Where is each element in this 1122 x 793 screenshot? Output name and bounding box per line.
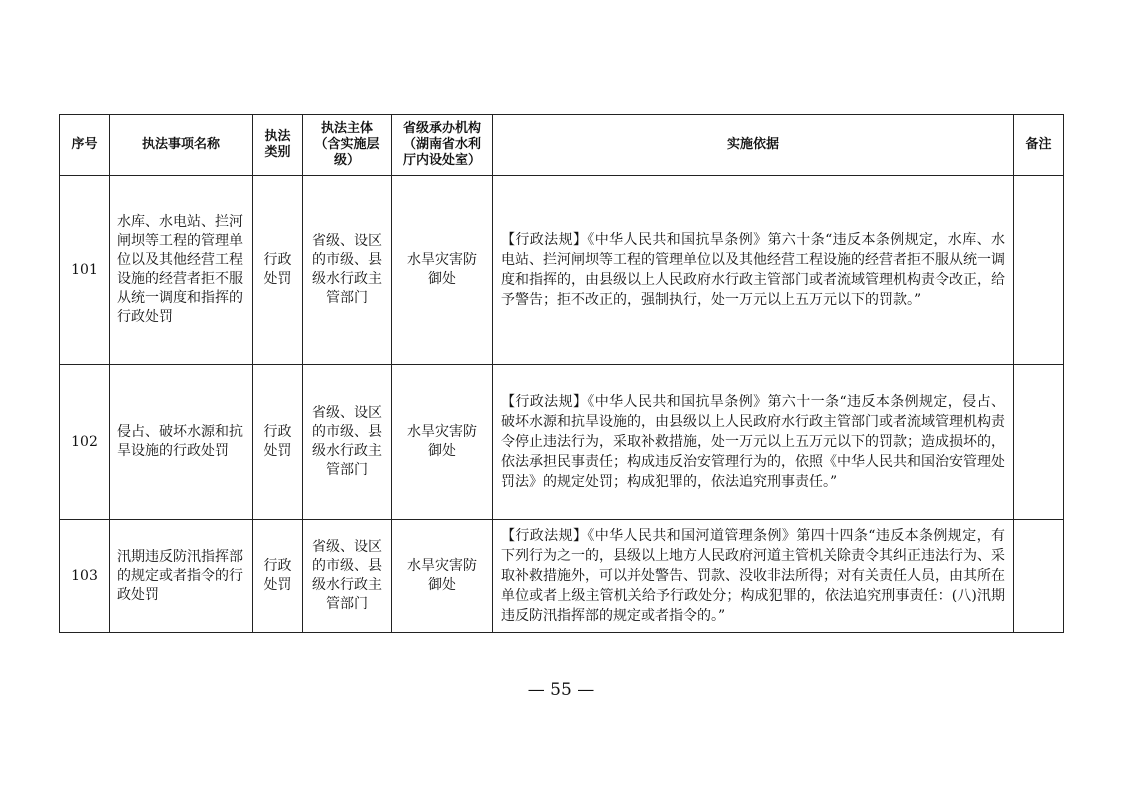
row-org-text: 水旱灾害防御处 bbox=[407, 558, 477, 593]
table-row bbox=[60, 176, 1064, 365]
table-row bbox=[60, 365, 1064, 520]
row-name: 汛期违反防汛指挥部的规定或者指令的行政处罚 bbox=[110, 520, 253, 633]
row-category-text: 行政处罚 bbox=[263, 558, 292, 593]
row-no: 101 bbox=[60, 176, 110, 365]
row-category bbox=[253, 520, 303, 633]
row-category-text: 行政处罚 bbox=[263, 252, 292, 287]
row-remark bbox=[1014, 520, 1064, 633]
row-subject bbox=[303, 176, 392, 365]
page-number: — 55 — bbox=[527, 680, 595, 700]
row-name: 侵占、破坏水源和抗旱设施的行政处罚 bbox=[110, 365, 253, 520]
row-basis: 【行政法规】《中华人民共和国抗旱条例》第六十一条“违反本条例规定，侵占、破坏水源和抗旱设施的，由县级以上人民政府水行政主管部门或者流域管理机构责令停止违法行为，采取补救措施，处一万元以上五万元以下的罚款；造成损坏的，依法承担民事责任；构成违反治安管理行为的，依照《中华人民共和国治安管理处罚法》的规定处罚；构成犯罪的，依法追究刑事责任。” bbox=[493, 365, 1014, 520]
enforcement-items-table bbox=[59, 114, 1064, 633]
row-org bbox=[392, 176, 493, 365]
row-basis: 【行政法规】《中华人民共和国抗旱条例》第六十条“违反本条例规定，水库、水电站、拦河闸坝等工程的管理单位以及其他经营工程设施的经营者拒不服从统一调度和指挥的，由县级以上人民政府水行政主管部门或者流域管理机构责令改正，给予警告；拒不改正的，强制执行，处一万元以上五万元以下的罚款。” bbox=[493, 176, 1014, 365]
table-header-row bbox=[60, 115, 1064, 176]
row-subject bbox=[303, 520, 392, 633]
header-no: 序号 bbox=[60, 115, 110, 176]
row-remark bbox=[1014, 176, 1064, 365]
row-no: 102 bbox=[60, 365, 110, 520]
row-remark bbox=[1014, 365, 1064, 520]
header-basis: 实施依据 bbox=[493, 115, 1014, 176]
row-subject-text: 省级、设区的市级、县级水行政主管部门 bbox=[312, 233, 382, 306]
header-org-text: 省级承办机构（湖南省水利厅内设处室） bbox=[402, 121, 481, 168]
row-category bbox=[253, 365, 303, 520]
header-category-text: 执法类别 bbox=[264, 129, 291, 160]
row-subject-text: 省级、设区的市级、县级水行政主管部门 bbox=[312, 405, 382, 478]
header-org bbox=[392, 115, 493, 176]
row-org-text: 水旱灾害防御处 bbox=[407, 252, 477, 287]
row-org-text: 水旱灾害防御处 bbox=[407, 424, 477, 459]
header-subject bbox=[303, 115, 392, 176]
row-subject-text: 省级、设区的市级、县级水行政主管部门 bbox=[312, 539, 382, 612]
row-name: 水库、水电站、拦河闸坝等工程的管理单位以及其他经营工程设施的经营者拒不服从统一调度和指挥的行政处罚 bbox=[110, 176, 253, 365]
row-subject bbox=[303, 365, 392, 520]
header-category bbox=[253, 115, 303, 176]
row-category-text: 行政处罚 bbox=[263, 424, 292, 459]
header-name: 执法事项名称 bbox=[110, 115, 253, 176]
row-category bbox=[253, 176, 303, 365]
row-no: 103 bbox=[60, 520, 110, 633]
row-basis: 【行政法规】《中华人民共和国河道管理条例》第四十四条“违反本条例规定，有下列行为之一的，县级以上地方人民政府河道主管机关除责令其纠正违法行为、采取补救措施外，可以并处警告、罚款、没收非法所得；对有关责任人员，由其所在单位或者上级主管机关给予行政处分；构成犯罪的，依法追究刑事责任：(八)汛期违反防汛指挥部的规定或者指令的。” bbox=[493, 520, 1014, 633]
header-subject-text: 执法主体（含实施层级） bbox=[314, 121, 380, 168]
row-org bbox=[392, 365, 493, 520]
header-remark: 备注 bbox=[1014, 115, 1064, 176]
row-org bbox=[392, 520, 493, 633]
table-row bbox=[60, 520, 1064, 633]
